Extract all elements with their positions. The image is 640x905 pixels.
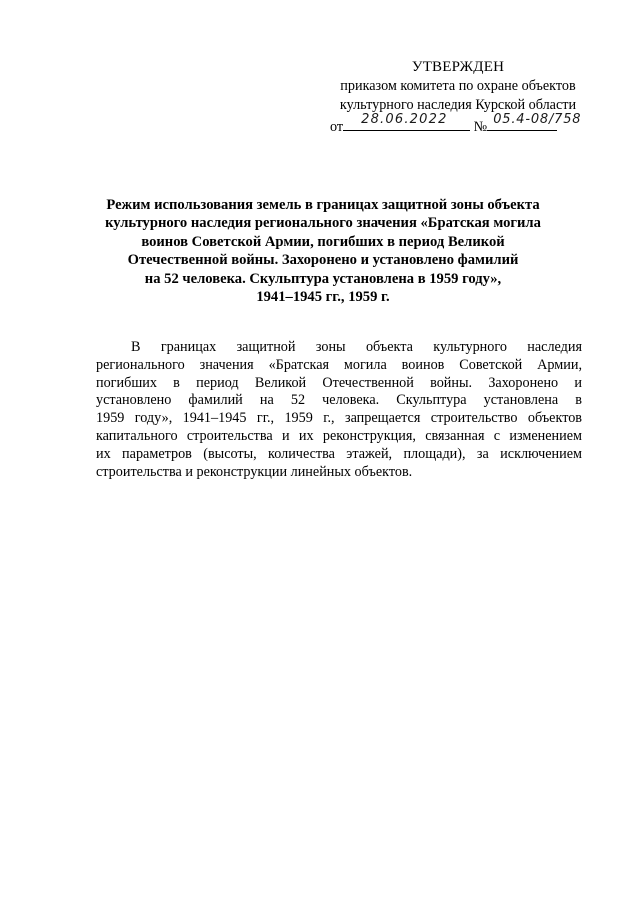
body-line: установлено фамилий на 52 человека. Скульптура установлена в — [96, 392, 582, 409]
body-paragraph — [96, 339, 582, 481]
handwritten-number: 05.4-08/758 — [493, 112, 582, 127]
body-line: их параметров (высоты, количества этажей, площади), за исключением — [96, 445, 582, 462]
body-line: 1959 году», 1941–1945 гг., 1959 г., запрещается строительство объектов — [96, 410, 582, 427]
body-line: погибших в период Великой Отечественной войны. Захоронено и — [96, 374, 582, 391]
number-field — [487, 112, 582, 131]
handwritten-date: 28.06.2022 — [361, 112, 448, 127]
title-line: 1941–1945 гг., 1959 г. — [256, 289, 390, 306]
approval-title: УТВЕРЖДЕН — [411, 59, 505, 75]
date-field — [343, 112, 470, 131]
title-line: Режим использования земель в границах защитной зоны объекта — [106, 197, 540, 213]
approval-stamp — [318, 58, 598, 115]
body-line: регионального значения «Братская могила воинов Советской Армии, — [96, 356, 582, 373]
document-title — [98, 196, 548, 306]
body-line: капитального строительства и их реконструкция, связанная с изменением — [96, 427, 582, 444]
title-line: Отечественной войны. Захоронено и установлено фамилий — [127, 252, 519, 269]
order-reference — [330, 112, 582, 137]
title-line: культурного наследия регионального значения «Братская могила — [105, 215, 541, 232]
date-prefix: от — [330, 119, 344, 135]
approval-line: приказом комитета по охране объектов — [340, 78, 576, 94]
number-prefix: № — [473, 119, 488, 135]
body-line: В границах защитной зоны объекта культурного наследия — [131, 339, 582, 355]
title-line: воинов Советской Армии, погибших в период Великой — [141, 233, 505, 250]
title-line: на 52 человека. Скульптура установлена в 1959 году», — [144, 270, 502, 287]
approval-line: культурного наследия Курской области — [339, 97, 577, 113]
body-line: строительства и реконструкции линейных объектов. — [96, 463, 413, 480]
